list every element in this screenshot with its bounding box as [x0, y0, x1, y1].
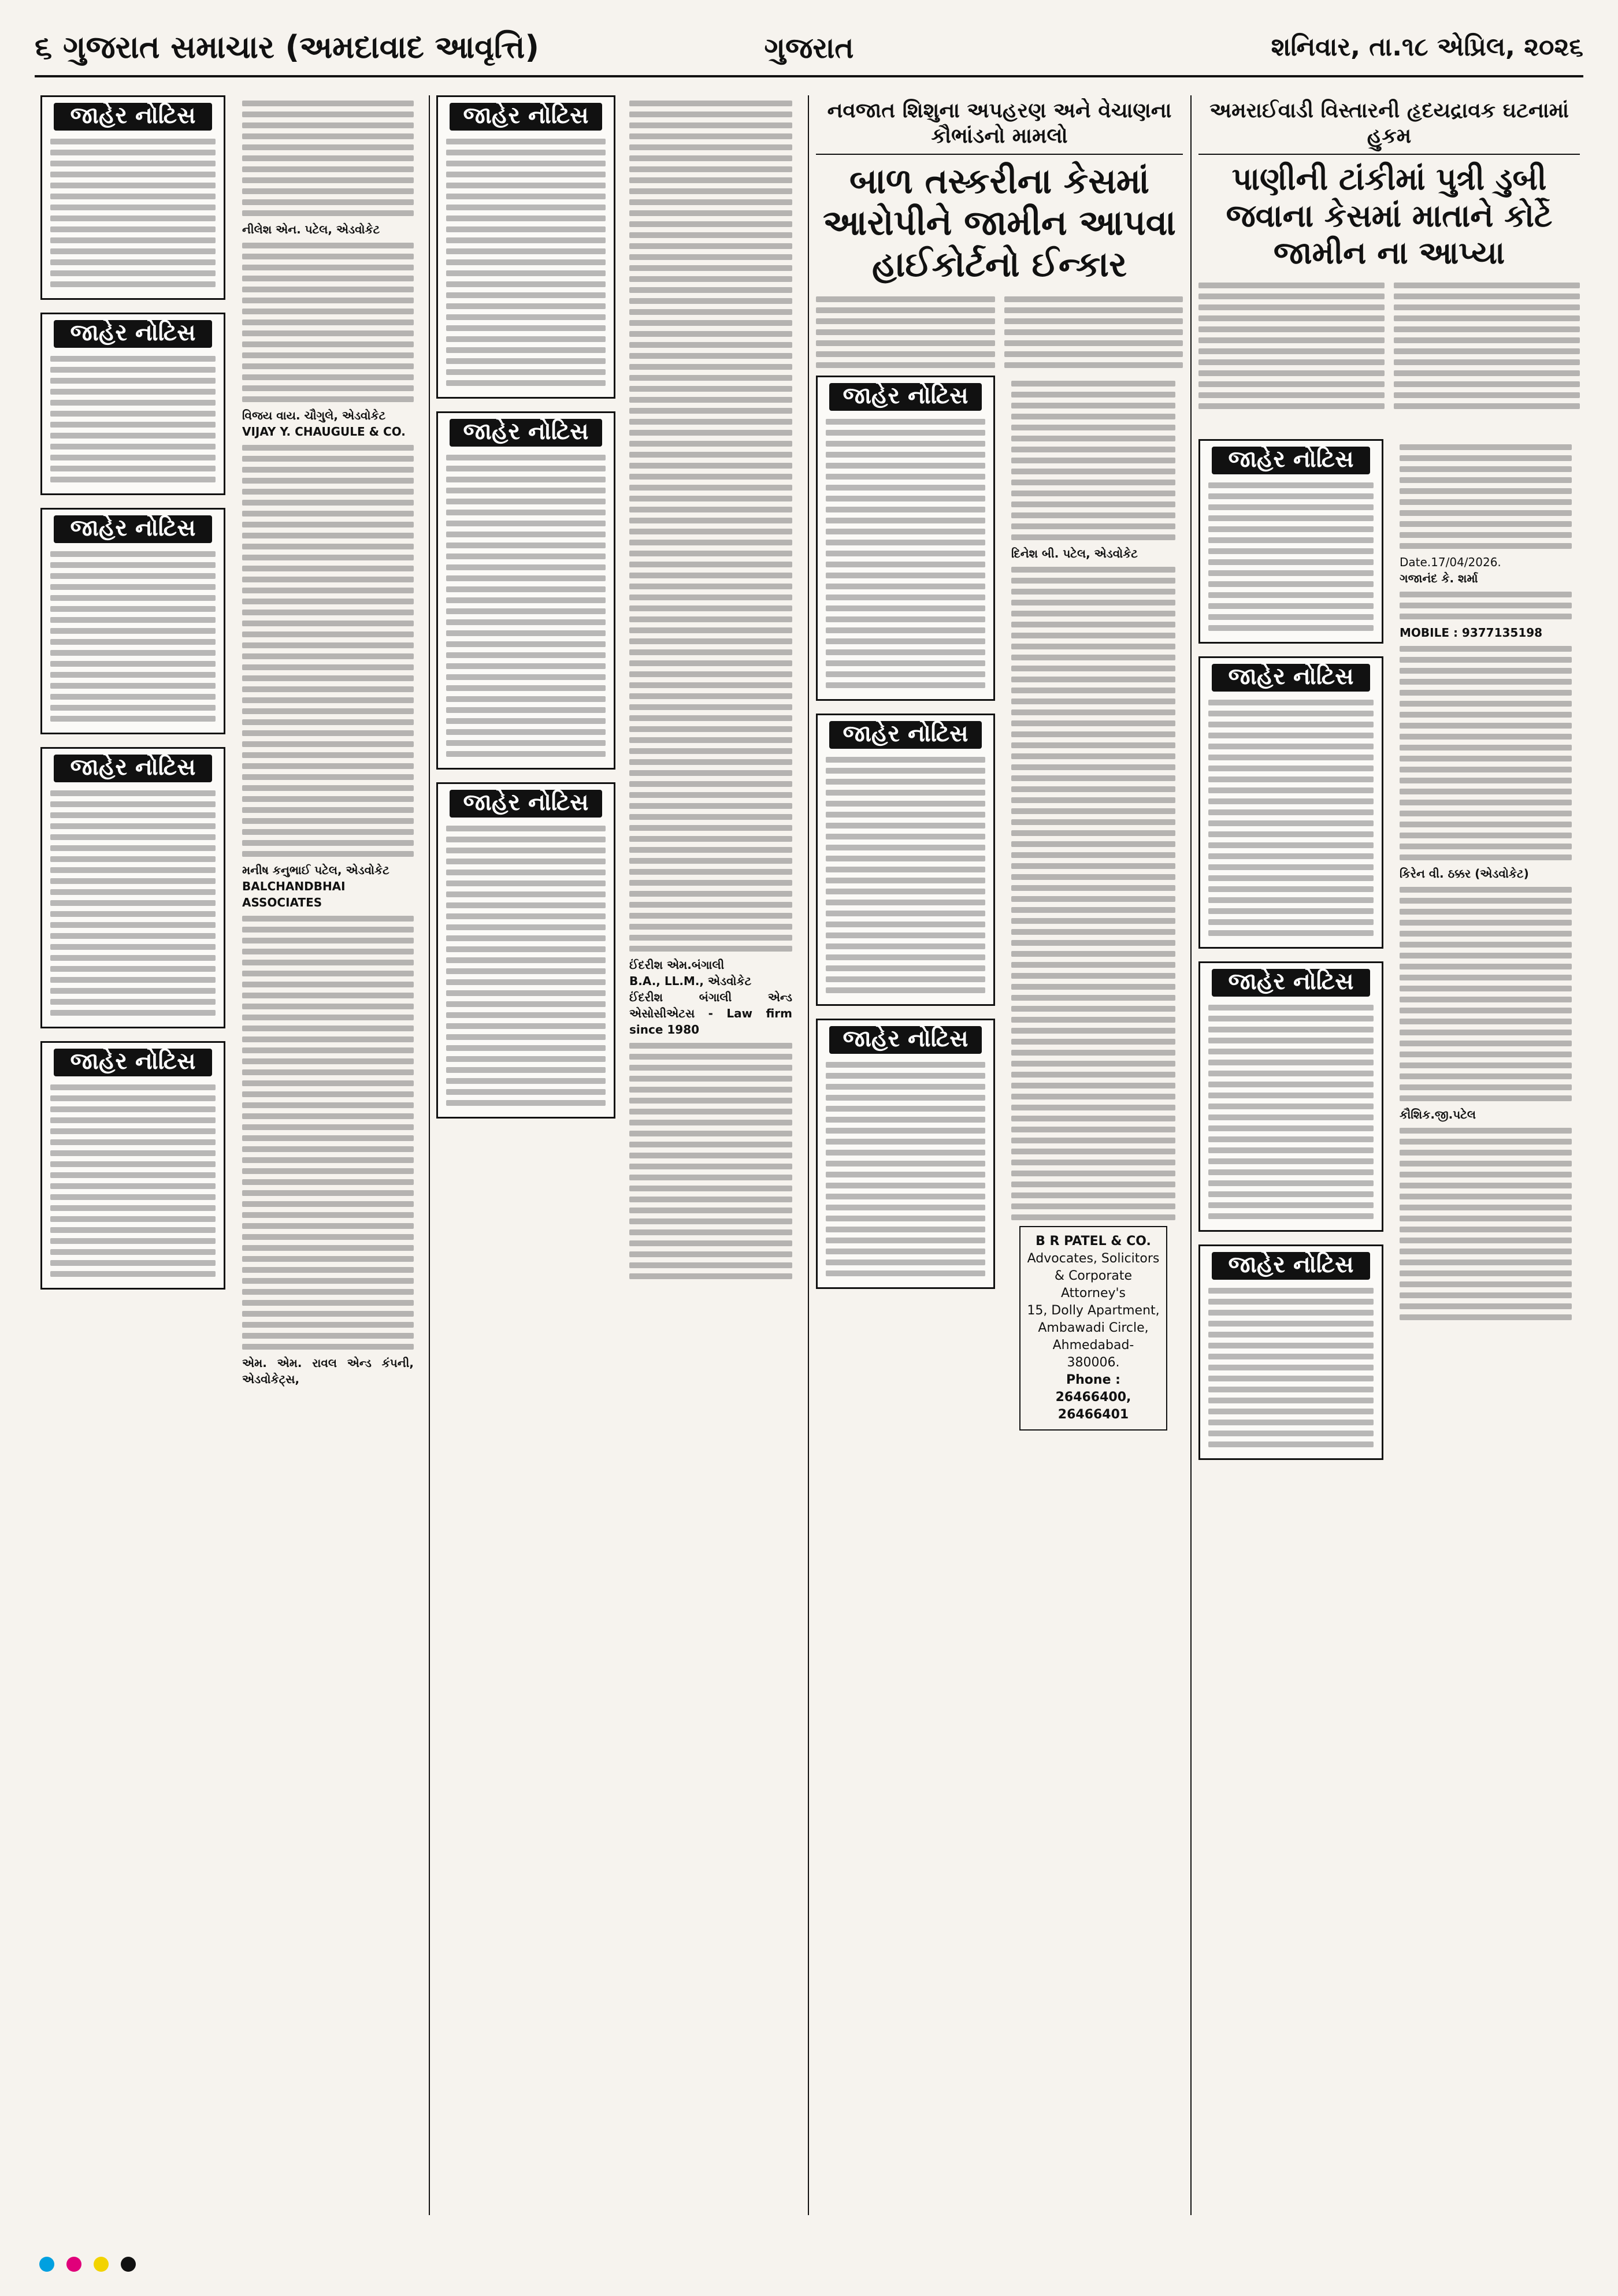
notice-heading: જાહેર નોટિસ — [829, 1026, 982, 1054]
story-headline: બાળ તસ્કરીના કેસમાં આરોપીને જામીન આપવા હાઈકોર્ટનો ઈન્કાર — [823, 161, 1176, 285]
notice-heading: જાહેર નોટિસ — [1212, 447, 1370, 474]
notice-body — [42, 356, 224, 482]
notice-heading: જાહેર નોટિસ — [1212, 1252, 1370, 1280]
column-4 — [621, 95, 800, 2215]
notice-body — [438, 826, 614, 1106]
notice-body — [438, 455, 614, 757]
column-divider — [429, 95, 430, 2215]
public-notice — [1198, 1244, 1383, 1460]
advocate-signature: કિરેન વી. ઠક્કર (એડવોકેટ) — [1400, 867, 1529, 880]
story-1 — [816, 98, 1183, 370]
notice-body — [818, 419, 993, 688]
story-kicker: અમરાઈવાડી વિસ્તારની હૃદયદ્રાવક ઘટનામાં હુકમ — [1198, 98, 1580, 155]
law-firm-name: B R PATEL & CO. — [1036, 1234, 1151, 1249]
law-firm-subtitle: Advocates, Solicitors & Corporate Attorney's — [1027, 1251, 1160, 1301]
story-headline: પાણીની ટાંકીમાં પુત્રી ડુબી જવાના કેસમાં માતાને કોર્ટે જામીન ના આપ્યા — [1226, 161, 1553, 271]
public-notice — [40, 95, 225, 300]
story-kicker: નવજાત શિશુના અપહરણ અને વેચાણના કૌભાંડનો મામલો — [816, 98, 1183, 155]
public-notice — [40, 1041, 225, 1290]
notice-heading: જાહેર નોટિસ — [54, 515, 212, 543]
advocate-signature: દિનેશ બી. પટેલ, એડવોકેટ — [1011, 547, 1138, 560]
notice-date: Date.17/04/2026. — [1400, 555, 1501, 569]
advocate-signature: મનીષ કનુભાઈ પટેલ, એડવોકેટ — [242, 863, 389, 877]
notice-body — [42, 1084, 224, 1277]
notice-heading: જાહેર નોટિસ — [54, 320, 212, 348]
notice-body — [818, 757, 993, 993]
notice-heading: જાહેર નોટિસ — [450, 103, 602, 131]
notice-heading: જાહેર નોટિસ — [829, 721, 982, 749]
notice-body — [818, 1062, 993, 1276]
public-notice — [40, 508, 225, 734]
public-notice — [436, 95, 615, 399]
public-notice — [1198, 439, 1383, 644]
notice-heading: જાહેર નોટિસ — [450, 790, 602, 818]
notice-body — [1200, 700, 1382, 936]
notice-heading: જાહેર નોટિસ — [54, 755, 212, 782]
cyan-dot-icon — [39, 2257, 54, 2272]
public-notice — [436, 782, 615, 1119]
public-notice — [816, 376, 995, 701]
black-dot-icon — [121, 2257, 136, 2272]
notice-body — [234, 101, 422, 1387]
notice-heading: જાહેર નોટિસ — [1212, 969, 1370, 997]
notice-body — [1200, 482, 1382, 631]
public-notice — [1198, 656, 1383, 949]
notice-body — [42, 139, 224, 287]
public-notice — [816, 1019, 995, 1289]
notice-body — [1200, 1005, 1382, 1219]
column-8 — [1391, 439, 1580, 2215]
column-1 — [40, 95, 225, 2215]
registration-marks — [35, 2253, 1583, 2276]
notice-body — [42, 551, 224, 722]
column-divider — [1190, 95, 1192, 2215]
notice-heading: જાહેર નોટિસ — [829, 383, 982, 411]
advocate-qualification: B.A., LL.M., એડવોકેટ — [629, 974, 752, 988]
notice-body — [42, 790, 224, 1016]
advocate-firm: ઈંદરીશ બંગાલી એન્ડ એસોસીએટસ - Law firm since 1980 — [629, 990, 792, 1036]
notice-heading: જાહેર નોટિસ — [54, 1049, 212, 1076]
advocate-firm: VIJAY Y. CHAUGULE & CO. — [242, 425, 406, 439]
column-7 — [1198, 439, 1383, 2215]
issue-date: શનિવાર, તા.૧૮ એપ્રિલ, ૨૦૨૬ — [1271, 32, 1583, 62]
law-firm-phone: Phone : 26466400, 26466401 — [1055, 1373, 1131, 1422]
law-firm-box — [1019, 1226, 1167, 1431]
advocate-signature: કૌશિક.જી.પટેલ — [1400, 1108, 1476, 1121]
notice-body — [621, 101, 800, 1279]
notice-body — [1200, 1288, 1382, 1447]
section-title: ગુજરાત — [764, 31, 854, 65]
advocate-signature: વિજય વાય. ચૌગુલે, એડવોકેટ — [242, 408, 386, 422]
notice-body — [1391, 444, 1580, 1320]
notice-heading: જાહેર નોટિસ — [54, 103, 212, 131]
story-2 — [1198, 98, 1580, 433]
column-5 — [816, 376, 995, 2215]
notice-heading: જાહેર નોટિસ — [1212, 664, 1370, 692]
advocate-signature: નીલેશ એન. પટેલ, એડવોકેટ — [242, 222, 380, 236]
public-notice — [816, 714, 995, 1006]
advocate-mobile: MOBILE : 9377135198 — [1400, 626, 1543, 640]
yellow-dot-icon — [94, 2257, 109, 2272]
notice-heading: જાહેર નોટિસ — [450, 419, 602, 447]
advocate-signature: ઈંદરીશ એમ.બંગાલી — [629, 958, 725, 972]
public-notice — [40, 747, 225, 1028]
column-3 — [436, 95, 615, 2215]
advocate-signature: ગજાનંદ કે. શર્મા — [1400, 571, 1478, 585]
masthead — [35, 23, 1583, 77]
magenta-dot-icon — [66, 2257, 81, 2272]
column-2 — [234, 95, 422, 2215]
notice-body — [1003, 381, 1183, 1431]
law-firm-address: 15, Dolly Apartment, Ambawadi Circle, Ahmedabad- 380006. — [1027, 1303, 1160, 1370]
column-6 — [1003, 376, 1183, 2215]
advocate-signature: એમ. એમ. રાવલ એન્ડ કંપની, એડવોકેટ્સ, — [242, 1356, 414, 1386]
advocate-firm: BALCHANDBHAI ASSOCIATES — [242, 879, 346, 909]
public-notice — [436, 411, 615, 770]
public-notice — [40, 313, 225, 495]
column-divider — [808, 95, 809, 2215]
notice-body — [438, 139, 614, 386]
page-label: ૬ ગુજરાત સમાચાર (અમદાવાદ આવૃત્તિ) — [35, 29, 540, 65]
public-notice — [1198, 961, 1383, 1232]
